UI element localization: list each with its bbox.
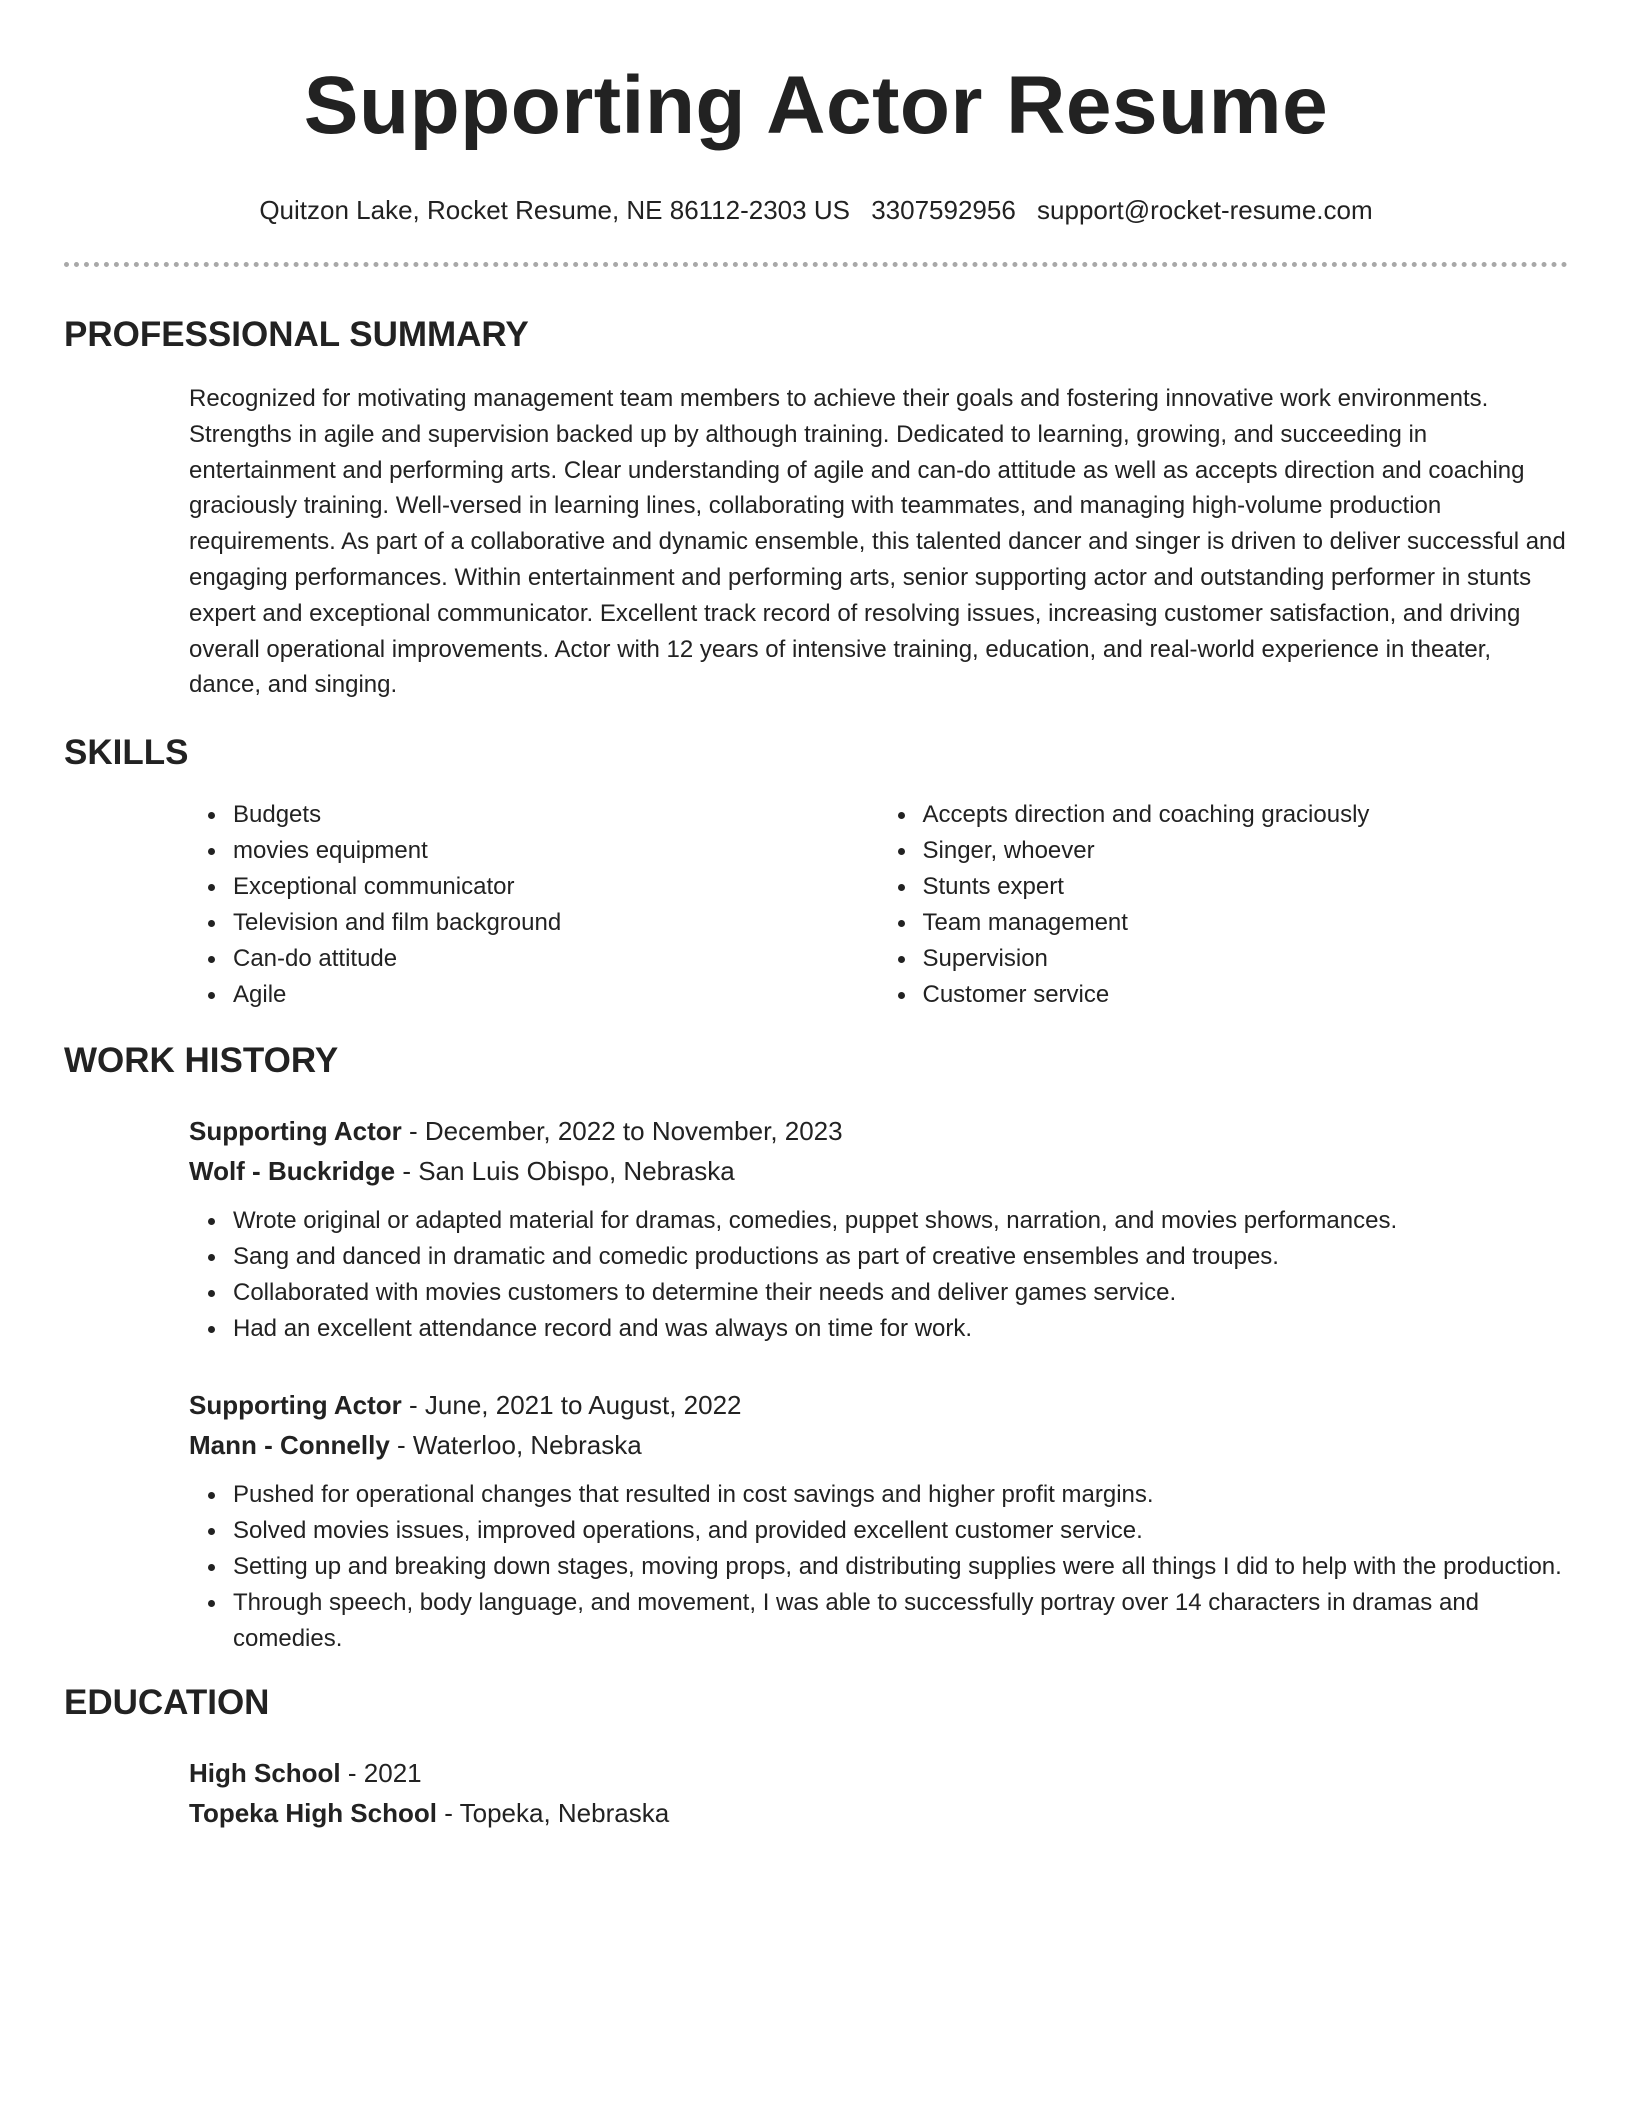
- job-entry: [189, 1385, 1568, 1657]
- job-bullet: Had an excellent attendance record and was always on time for work.: [233, 1311, 1568, 1347]
- skill-item: Can-do attitude: [233, 941, 879, 977]
- skill-item: Budgets: [233, 797, 879, 833]
- job-title: Supporting Actor: [189, 1116, 402, 1147]
- contact-address: Quitzon Lake, Rocket Resume, NE 86112-2303 US: [259, 195, 850, 225]
- skills-column-left: [189, 797, 879, 1013]
- job-title-line: [189, 1385, 1568, 1425]
- job-title: Supporting Actor: [189, 1390, 402, 1421]
- job-location: - Waterloo, Nebraska: [389, 1430, 642, 1461]
- skill-item: Agile: [233, 977, 879, 1013]
- skill-item: Stunts expert: [923, 869, 1569, 905]
- education-degree: High School: [189, 1758, 341, 1789]
- summary-heading: PROFESSIONAL SUMMARY: [64, 315, 529, 354]
- job-company: Wolf - Buckridge: [189, 1156, 396, 1187]
- header-divider: [64, 262, 1568, 267]
- skill-item: Team management: [923, 905, 1569, 941]
- job-company-line: [189, 1425, 1568, 1465]
- education-heading: EDUCATION: [64, 1683, 270, 1723]
- skills-grid: [189, 797, 1568, 1013]
- skill-item: Television and film background: [233, 905, 879, 941]
- job-location: - San Luis Obispo, Nebraska: [395, 1156, 735, 1187]
- skill-item: Supervision: [923, 941, 1569, 977]
- job-dates: - June, 2021 to August, 2022: [401, 1390, 742, 1421]
- job-entry: [189, 1111, 1568, 1347]
- resume-title: Supporting Actor Resume: [303, 60, 1329, 151]
- job-bullet: Through speech, body language, and movement, I was able to successfully portray over 14 characters in dramas and comedies.: [233, 1585, 1568, 1657]
- job-company-line: [189, 1151, 1568, 1191]
- contact-email: support@rocket-resume.com: [1037, 195, 1373, 225]
- job-dates: - December, 2022 to November, 2023: [401, 1116, 843, 1147]
- job-bullet: Solved movies issues, improved operations, and provided excellent customer service.: [233, 1513, 1568, 1549]
- job-bullet: Collaborated with movies customers to determine their needs and deliver games service.: [233, 1275, 1568, 1311]
- skills-section: [64, 797, 1568, 1013]
- education-degree-line: [189, 1753, 1568, 1793]
- skill-item: Singer, whoever: [923, 833, 1569, 869]
- job-bullets: [189, 1477, 1568, 1657]
- skills-heading: SKILLS: [64, 733, 189, 773]
- skill-item: Accepts direction and coaching graciously: [923, 797, 1569, 833]
- education-year: - 2021: [340, 1758, 422, 1789]
- education-section: [64, 1753, 1568, 1833]
- job-title-line: [189, 1111, 1568, 1151]
- job-bullet: Setting up and breaking down stages, moving props, and distributing supplies were all things I did to help with the production.: [233, 1549, 1568, 1585]
- skills-column-right: [879, 797, 1569, 1013]
- education-entry: [189, 1753, 1568, 1833]
- job-bullet: Sang and danced in dramatic and comedic productions as part of creative ensembles and troupes.: [233, 1239, 1568, 1275]
- job-bullet: Pushed for operational changes that resulted in cost savings and higher profit margins.: [233, 1477, 1568, 1513]
- job-company: Mann - Connelly: [189, 1430, 390, 1461]
- skill-item: Customer service: [923, 977, 1569, 1013]
- education-location: - Topeka, Nebraska: [436, 1798, 670, 1829]
- education-school: Topeka High School: [189, 1798, 437, 1829]
- education-school-line: [189, 1793, 1568, 1833]
- contact-line: [64, 192, 1568, 228]
- skill-item: movies equipment: [233, 833, 879, 869]
- work-history-heading: WORK HISTORY: [64, 1041, 339, 1081]
- skill-item: Exceptional communicator: [233, 869, 879, 905]
- work-history-section: [64, 1111, 1568, 1657]
- job-bullet: Wrote original or adapted material for dramas, comedies, puppet shows, narration, and movies performances.: [233, 1203, 1568, 1239]
- contact-phone: 3307592956: [871, 195, 1016, 225]
- summary-section: [64, 381, 1568, 703]
- job-bullets: [189, 1203, 1568, 1347]
- summary-text: Recognized for motivating management team members to achieve their goals and fostering innovative work environments. Strengths in agile and supervision backed up by although training. Dedicated to learning, growing, and succeeding in entertainment and performing arts. Clear understanding of agile and can-do attitude as well as accepts direction and coaching graciously training. Well-versed in learning lines, collaborating with teammates, and managing high-volume production requirements. As part of a collaborative and dynamic ensemble, this talented dancer and singer is driven to deliver successful and engaging performances. Within entertainment and performing arts, senior supporting actor and outstanding performer in stunts expert and exceptional communicator. Excellent track record of resolving issues, increasing customer satisfaction, and driving overall operational improvements. Actor with 12 years of intensive training, education, and real-world experience in theater, dance, and singing.: [189, 385, 1566, 699]
